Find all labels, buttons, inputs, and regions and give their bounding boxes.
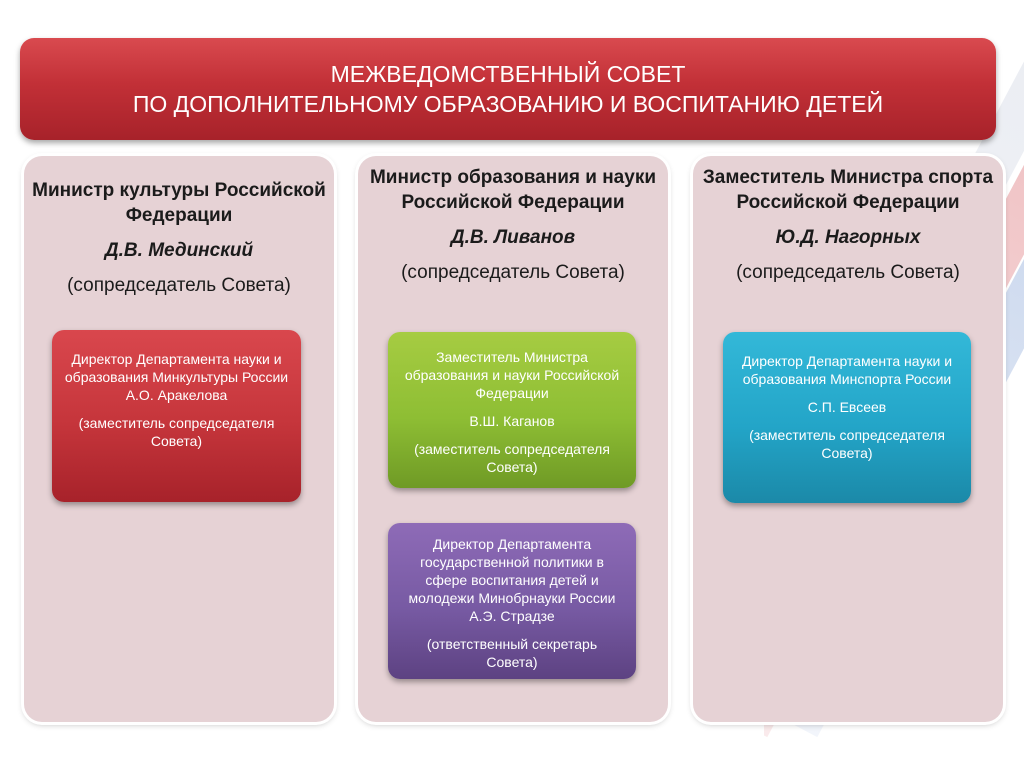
box-person: С.П. Евсеев xyxy=(807,399,887,415)
minister-name: Д.В. Мединский xyxy=(104,240,254,261)
column-education xyxy=(358,156,668,722)
council-title-line2: ПО ДОПОЛНИТЕЛЬНОМУ ОБРАЗОВАНИЮ И ВОСПИТАНИЮ ДЕТЕЙ xyxy=(132,91,884,117)
secretary-box-education xyxy=(388,523,636,679)
column-sport xyxy=(693,156,1003,722)
deputy-box-culture xyxy=(52,330,301,502)
box-text: Директор Департамента науки и образования Минспорта России xyxy=(741,353,953,387)
council-title-banner xyxy=(20,38,996,140)
deputy-box-education xyxy=(388,332,636,488)
box-text: Заместитель Министра образования и науки Российской Федерации xyxy=(404,349,620,401)
minister-title: Министр образования и науки Российской Федерации xyxy=(369,167,657,213)
box-role: (заместитель сопредседателя Совета) xyxy=(414,441,610,475)
council-title-line1: МЕЖВЕДОМСТВЕННЫЙ СОВЕТ xyxy=(330,61,686,87)
minister-name: Д.В. Ливанов xyxy=(450,227,576,248)
minister-role: (сопредседатель Совета) xyxy=(401,262,625,283)
minister-role: (сопредседатель Совета) xyxy=(67,275,291,296)
box-role: (ответственный секретарь Совета) xyxy=(426,636,598,670)
box-role: (заместитель сопредседателя Совета) xyxy=(749,427,945,461)
box-text: Директор Департамента науки и образования Минкультуры России xyxy=(64,351,289,385)
box-person: В.Ш. Каганов xyxy=(469,413,555,429)
column-head xyxy=(32,178,326,298)
column-head xyxy=(701,165,995,285)
minister-role: (сопредседатель Совета) xyxy=(736,262,960,283)
box-role: (заместитель сопредседателя Совета) xyxy=(78,415,275,449)
minister-title: Заместитель Министра спорта Российской Федерации xyxy=(702,167,994,213)
column-head xyxy=(366,165,660,285)
deputy-box-sport xyxy=(723,332,971,503)
box-text: Директор Департамента государственной политики в сфере воспитания детей и молодежи Минобрнауки России А.Э. Страдзе xyxy=(408,536,616,624)
box-person: А.О. Аракелова xyxy=(125,387,228,403)
minister-title: Министр культуры Российской Федерации xyxy=(32,180,326,226)
column-culture xyxy=(24,156,334,722)
minister-name: Ю.Д. Нагорных xyxy=(775,227,921,248)
